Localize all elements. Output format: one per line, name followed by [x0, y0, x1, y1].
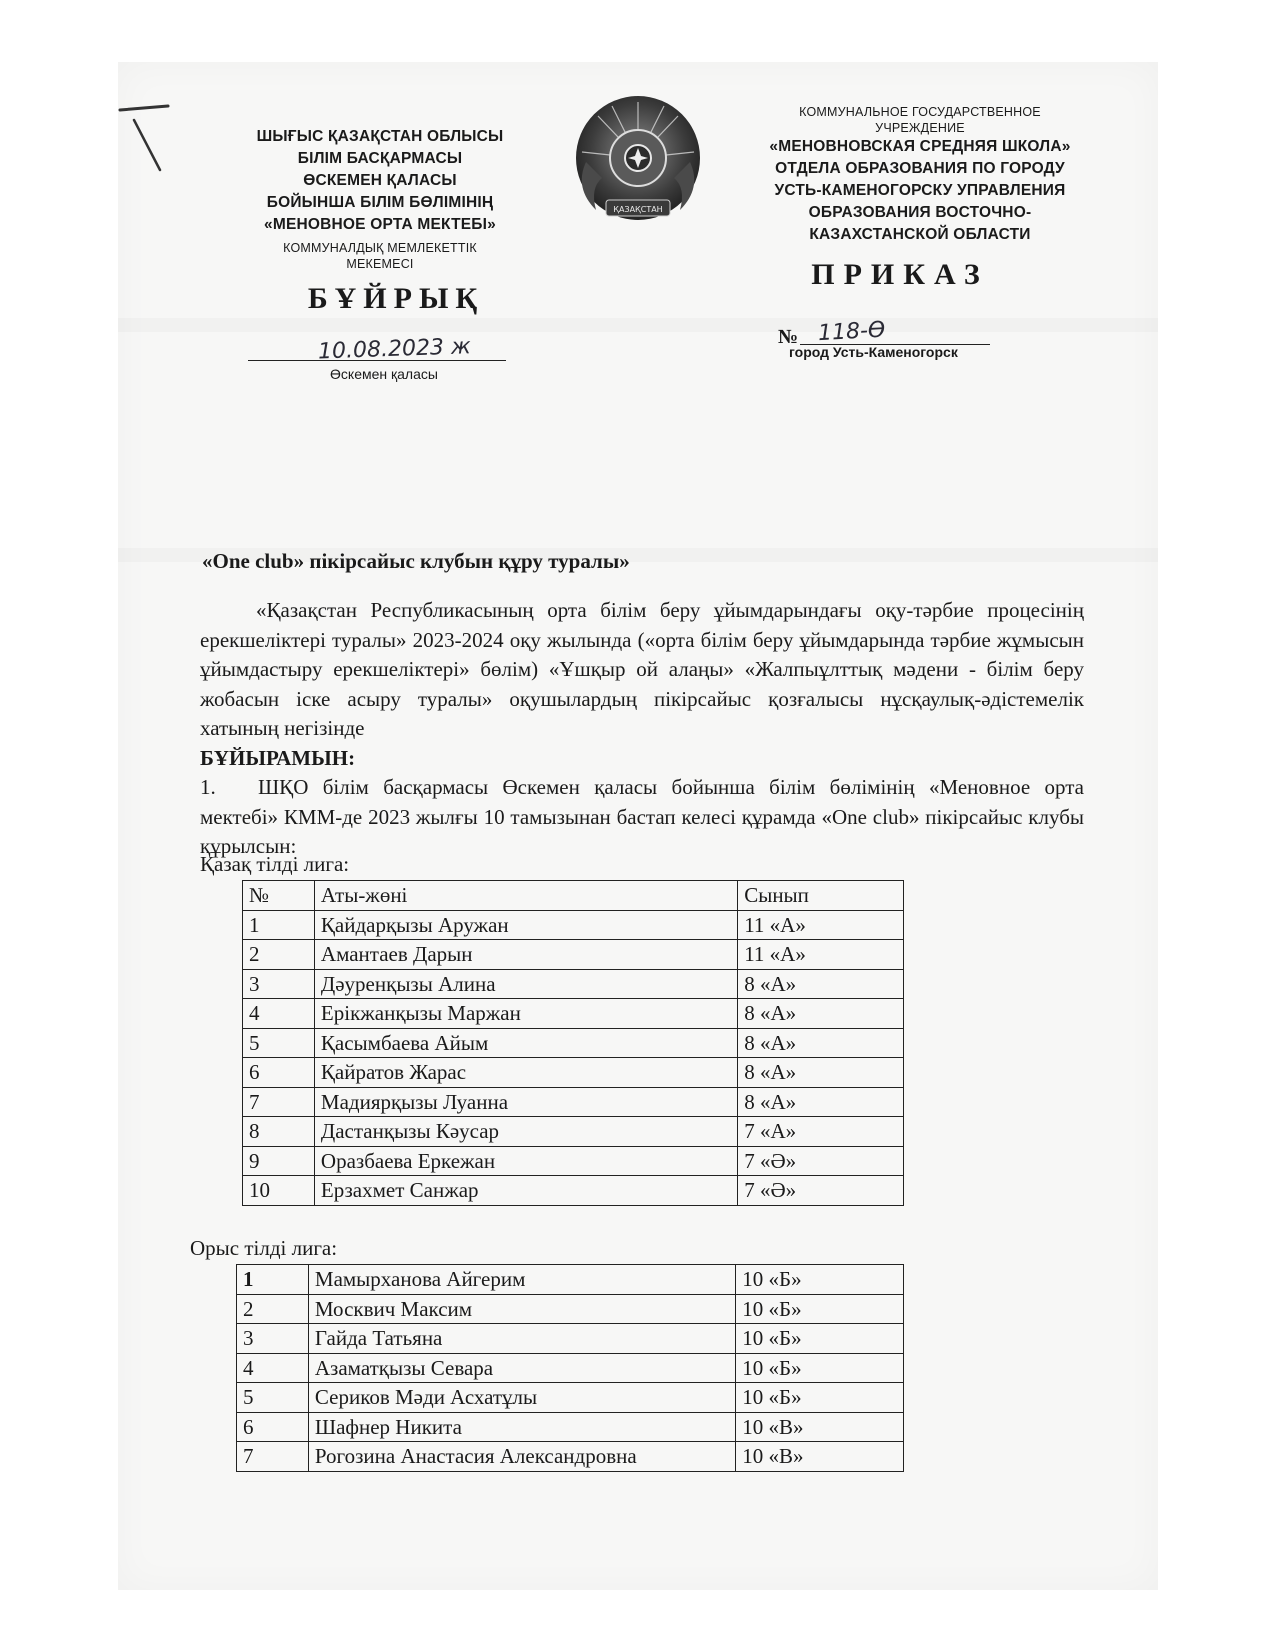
table-row: [237, 1353, 904, 1383]
student-class: 8 «А»: [738, 999, 904, 1029]
row-number: 6: [243, 1058, 315, 1088]
student-class: 7 «Ә»: [738, 1146, 904, 1176]
row-number: 8: [243, 1117, 315, 1147]
row-number: 4: [237, 1353, 309, 1383]
table-row: [237, 1442, 904, 1472]
row-number: 3: [243, 969, 315, 999]
row-number: 2: [243, 940, 315, 970]
russian-league-label: Орыс тілді лига:: [190, 1236, 338, 1260]
scan-artifact: [118, 318, 1158, 332]
student-class: 8 «А»: [738, 1058, 904, 1088]
table-row: [243, 1087, 904, 1117]
student-name: Гайда Татьяна: [308, 1324, 735, 1354]
row-number: 1: [243, 910, 315, 940]
student-name: Мадиярқызы Луанна: [314, 1087, 737, 1117]
student-name: Мамырханова Айгерим: [308, 1265, 735, 1295]
row-number: 5: [243, 1028, 315, 1058]
header-subline: МЕКЕМЕСІ: [346, 257, 414, 271]
russian-league-table: [236, 1264, 904, 1472]
header-line: ОТДЕЛА ОБРАЗОВАНИЯ ПО ГОРОДУ: [775, 160, 1065, 177]
header-line: «МЕНОВНОЕ ОРТА МЕКТЕБІ»: [264, 216, 496, 233]
table-row: [237, 1294, 904, 1324]
table-row: [243, 1117, 904, 1147]
student-name: Шафнер Никита: [308, 1412, 735, 1442]
order-title-ru: ПРИКАЗ: [811, 258, 989, 291]
kazakhstan-state-emblem-icon: [568, 92, 708, 232]
header-line: ШЫҒЫС ҚАЗАҚСТАН ОБЛЫСЫ: [256, 128, 504, 145]
kazakh-league-table: [242, 880, 904, 1206]
student-class: 10 «Б»: [736, 1353, 904, 1383]
table-row: [243, 1028, 904, 1058]
student-class: 7 «А»: [738, 1117, 904, 1147]
student-name: Қайдарқызы Аружан: [314, 910, 737, 940]
order-number-label: №: [778, 326, 799, 348]
student-name: Қасымбаева Айым: [314, 1028, 737, 1058]
row-number: 3: [237, 1324, 309, 1354]
document-title: «One club» пікірсайыс клубын құру туралы»: [202, 549, 630, 573]
table-row: [243, 940, 904, 970]
header-line: КАЗАХСТАНСКОЙ ОБЛАСТИ: [809, 226, 1031, 243]
table-row: [237, 1265, 904, 1295]
order-word: БҰЙЫРАМЫН:: [200, 745, 356, 770]
row-number: 9: [243, 1146, 315, 1176]
table-row: [243, 1058, 904, 1088]
student-name: Қайратов Жарас: [314, 1058, 737, 1088]
student-class: 10 «Б»: [736, 1294, 904, 1324]
header-subline: КОММУНАЛЬНОЕ ГОСУДАРСТВЕННОЕ: [799, 105, 1041, 119]
student-name: Рогозина Анастасия Александровна: [308, 1442, 735, 1472]
row-number: 4: [243, 999, 315, 1029]
student-name: Оразбаева Еркежан: [314, 1146, 737, 1176]
handwritten-order-number: 118-Ө: [817, 317, 886, 347]
row-number: 5: [237, 1383, 309, 1413]
header-line: ӨСКЕМЕН ҚАЛАСЫ: [303, 172, 457, 189]
header-subline: КОММУНАЛДЫҚ МЕМЛЕКЕТТІК: [283, 241, 477, 255]
row-number: 1: [237, 1265, 309, 1295]
column-header: Аты-жөні: [314, 881, 737, 911]
kazakh-league-label: Қазақ тілді лига:: [200, 852, 350, 876]
emblem-ribbon-text: ҚАЗАҚСТАН: [613, 205, 663, 214]
table-row: [243, 969, 904, 999]
table-header-row: [243, 881, 904, 911]
preamble-text: «Қазақстан Республикасының орта білім беру ұйымдарындағы оқу-тәрбие процесінің ерекшеліктері туралы» 2023-2024 оқу жылында («орта білім беру ұйымдарында тәрбие жұмысын ұйымдастыру ерекшеліктері» бөлім) «Ұшқыр ой алаңы» «Жалпыұлттық мәдени - білім беру жобасын іске асыру туралы» оқушылардың пікірсайыс қозғалысы нұсқаулық-әдістемелік хатының негізінде: [200, 598, 1084, 740]
document-body: [200, 596, 1084, 862]
item-number: 1.: [200, 775, 216, 799]
student-name: Ерзахмет Санжар: [314, 1176, 737, 1206]
student-name: Ерікжанқызы Маржан: [314, 999, 737, 1029]
student-class: 10 «Б»: [736, 1383, 904, 1413]
student-class: 10 «В»: [736, 1412, 904, 1442]
student-class: 8 «А»: [738, 1087, 904, 1117]
column-header: №: [243, 881, 315, 911]
header-right-ru: [740, 104, 1100, 246]
header-line: ОБРАЗОВАНИЯ ВОСТОЧНО-: [808, 204, 1032, 221]
row-number: 2: [237, 1294, 309, 1324]
table-row: [237, 1412, 904, 1442]
header-line: БОЙЫНША БІЛІМ БӨЛІМІНІҢ: [266, 194, 494, 211]
row-number: 7: [237, 1442, 309, 1472]
student-class: 11 «А»: [738, 910, 904, 940]
pen-mark: [112, 100, 182, 180]
table-row: [243, 1146, 904, 1176]
student-class: 10 «Б»: [736, 1324, 904, 1354]
student-class: 7 «Ә»: [738, 1176, 904, 1206]
header-line: УСТЬ-КАМЕНОГОРСКУ УПРАВЛЕНИЯ: [774, 182, 1066, 199]
city-ru: город Усть-Каменогорск: [789, 344, 958, 360]
header-left-kz: [220, 126, 540, 272]
student-name: Амантаев Дарын: [314, 940, 737, 970]
city-kz: Өскемен қаласы: [330, 366, 438, 382]
row-number: 7: [243, 1087, 315, 1117]
student-class: 8 «А»: [738, 969, 904, 999]
order-title-kz: БҰЙРЫҚ: [307, 282, 485, 315]
table-row: [243, 999, 904, 1029]
row-number: 10: [243, 1176, 315, 1206]
student-name: Сериков Мәди Асхатұлы: [308, 1383, 735, 1413]
handwritten-date: 10.08.2023 ж: [317, 334, 472, 365]
header-subline: УЧРЕЖДЕНИЕ: [875, 121, 965, 135]
student-class: 10 «В»: [736, 1442, 904, 1472]
student-name: Москвич Максим: [308, 1294, 735, 1324]
order-item-1: [200, 773, 1084, 862]
header-line: «МЕНОВНОВСКАЯ СРЕДНЯЯ ШКОЛА»: [769, 138, 1071, 155]
student-name: Азаматқызы Севара: [308, 1353, 735, 1383]
item-text: ШҚО білім басқармасы Өскемен қаласы бойынша білім бөлімінің «Меновное орта мектебі» КММ-де 2023 жылғы 10 тамызынан бастап келесі құрамда «One club» пікірсайыс клубы құрылсын:: [200, 775, 1084, 858]
table-row: [237, 1383, 904, 1413]
column-header: Сынып: [738, 881, 904, 911]
student-class: 11 «А»: [738, 940, 904, 970]
student-class: 8 «А»: [738, 1028, 904, 1058]
header-line: БІЛІМ БАСҚАРМАСЫ: [297, 150, 463, 167]
table-row: [237, 1324, 904, 1354]
student-name: Дәуренқызы Алина: [314, 969, 737, 999]
table-row: [243, 910, 904, 940]
row-number: 6: [237, 1412, 309, 1442]
table-row: [243, 1176, 904, 1206]
student-name: Дастанқызы Кәусар: [314, 1117, 737, 1147]
preamble-paragraph: [200, 596, 1084, 744]
student-class: 10 «Б»: [736, 1265, 904, 1295]
